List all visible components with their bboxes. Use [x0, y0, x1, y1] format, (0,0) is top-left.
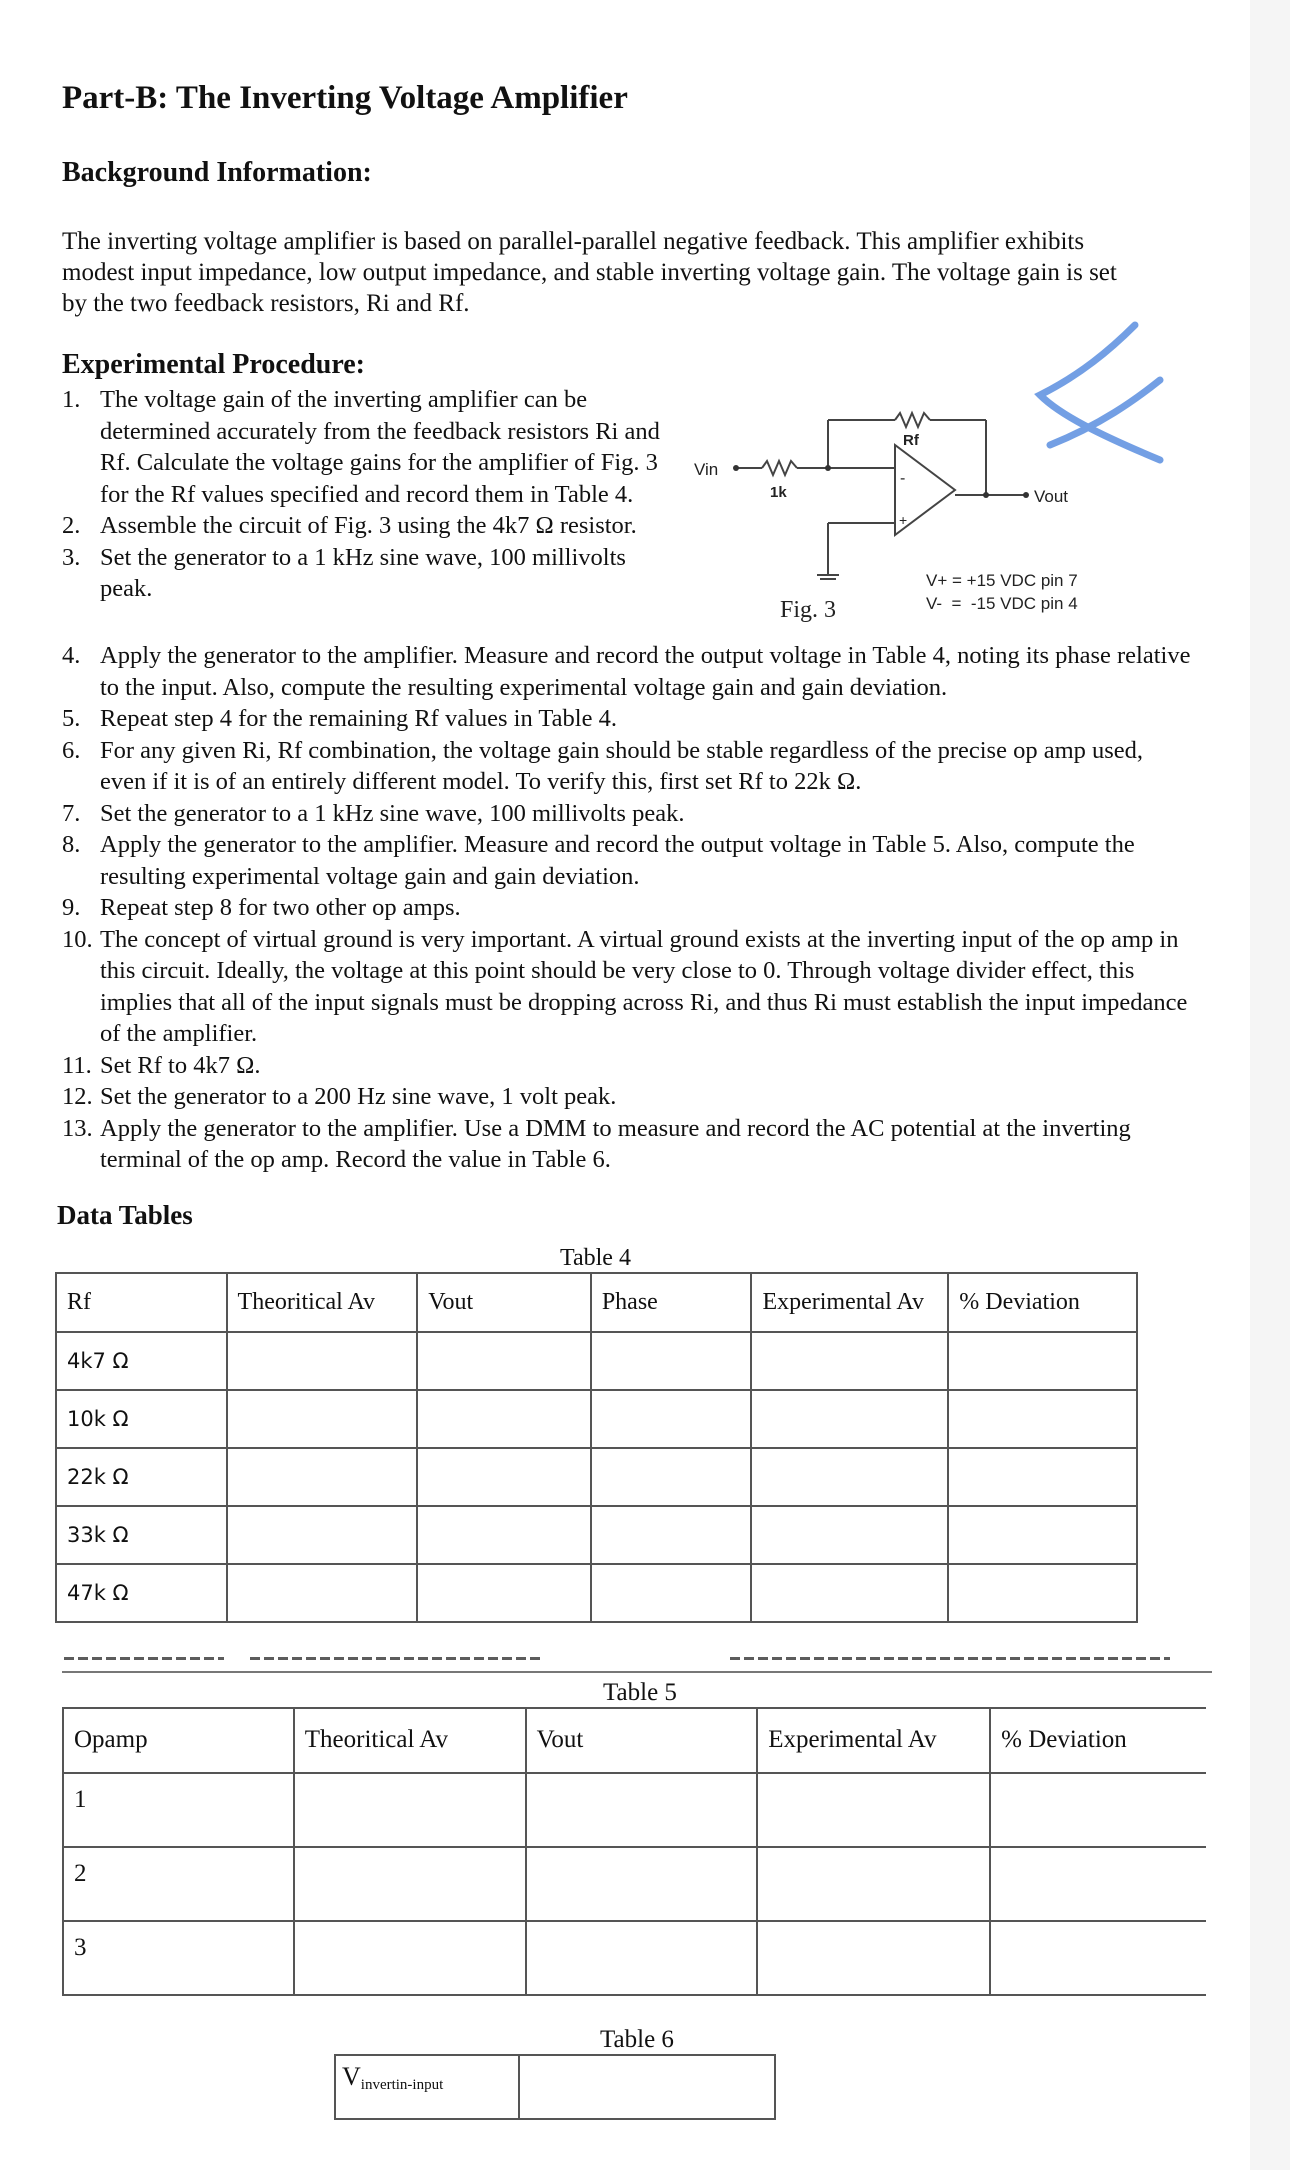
step-8: [62, 829, 1192, 892]
table4-caption: Table 4: [560, 1244, 631, 1271]
v-inverting-input-value-cell[interactable]: [519, 2055, 775, 2119]
supply-negative-label: V- = -15 VDC pin 4: [926, 594, 1078, 613]
header-phase: Phase: [591, 1273, 752, 1332]
step-text: The concept of virtual ground is very important. A virtual ground exists at the inverting input of the op amp in this circuit. Ideally, the voltage at this point should be very close to 0. Through voltage divider effect, this implies that all of the input signals must be dropping across Ri, and thus Ri must establish the input impedance of the amplifier.: [100, 925, 1188, 1047]
step-number: 3.: [62, 543, 81, 571]
step-3: [62, 542, 674, 605]
header-vout: Vout: [417, 1273, 591, 1332]
opamp-number: 1: [63, 1773, 294, 1847]
cell[interactable]: [751, 1332, 948, 1390]
step-12: [62, 1081, 1192, 1113]
step-number: 4.: [62, 642, 81, 669]
cell[interactable]: [757, 1921, 990, 1995]
label-subscript: invertin-input: [360, 2076, 444, 2093]
noninverting-input-label: +: [899, 512, 908, 528]
v-inverting-input-label: [335, 2055, 519, 2119]
cell[interactable]: [948, 1506, 1137, 1564]
header-rf: Rf: [56, 1273, 227, 1332]
cell[interactable]: [751, 1448, 948, 1506]
step-text: The voltage gain of the inverting amplifier can be determined accurately from the feedback resistors Ri and Rf. Calculate the voltage gains for the amplifier of Fig. 3 for the Rf values specified and record them in Table 4.: [100, 386, 660, 508]
figure-caption: Fig. 3: [780, 597, 837, 623]
step-number: 7.: [62, 799, 81, 827]
vout-terminal: [1023, 492, 1029, 498]
step-text: Set Rf to 4k7 Ω.: [100, 1051, 261, 1079]
step-number: 12.: [62, 1083, 93, 1110]
supply-positive-label: V+ = +15 VDC pin 7: [926, 571, 1078, 590]
step-number: 11.: [62, 1051, 92, 1079]
cell[interactable]: [227, 1506, 418, 1564]
cropped-text-strip: [0, 1657, 1250, 1677]
cell[interactable]: [417, 1390, 591, 1448]
step-text: Set the generator to a 1 kHz sine wave, 100 millivolts peak.: [100, 799, 685, 827]
table-row: [56, 1564, 1137, 1622]
step-number: 8.: [62, 831, 81, 858]
table-row: [56, 1448, 1137, 1506]
step-text: Apply the generator to the amplifier. Measure and record the output voltage in Table 4, noting its phase relative to the input. Also, compute the resulting experimental voltage gain and gain deviation.: [100, 642, 1191, 701]
header-theoretical-av: Theoritical Av: [294, 1708, 526, 1773]
rf-value: 47k Ω: [56, 1564, 227, 1622]
cell[interactable]: [751, 1506, 948, 1564]
vin-terminal: [733, 465, 739, 471]
opamp-number: 2: [63, 1847, 294, 1921]
step-9: [62, 892, 1192, 924]
cropped-text-fragment: [250, 1657, 540, 1660]
step-2: [62, 510, 674, 542]
step-text: Apply the generator to the amplifier. Use a DMM to measure and record the AC potential at the inverting terminal of the op amp. Record the value in Table 6.: [100, 1114, 1131, 1173]
cell[interactable]: [990, 1921, 1206, 1995]
cell[interactable]: [591, 1390, 752, 1448]
vin-label: Vin: [694, 460, 719, 479]
cell[interactable]: [948, 1332, 1137, 1390]
step-text: Set the generator to a 1 kHz sine wave, 100 millivolts peak.: [100, 543, 626, 602]
feedback-resistor: [895, 413, 930, 427]
cell[interactable]: [948, 1448, 1137, 1506]
step-number: 6.: [62, 736, 81, 764]
junction-node: [983, 492, 989, 498]
page-title: Part-B: The Inverting Voltage Amplifier: [62, 80, 628, 116]
step-text: Assemble the circuit of Fig. 3 using the 4k7 Ω resistor.: [100, 512, 637, 539]
table5-header-row: [63, 1708, 1206, 1773]
ri-label: 1k: [770, 484, 787, 501]
table-row: [63, 1773, 1206, 1847]
rf-label: Rf: [903, 432, 919, 449]
step-13: [62, 1113, 1192, 1176]
procedure-heading: Experimental Procedure:: [62, 349, 366, 380]
cropped-text-fragment: [730, 1657, 1170, 1660]
cell[interactable]: [526, 1773, 758, 1847]
table-row: [56, 1390, 1137, 1448]
step-text: Repeat step 4 for the remaining Rf values in Table 4.: [100, 705, 617, 732]
header-vout: Vout: [526, 1708, 758, 1773]
cell[interactable]: [526, 1921, 758, 1995]
cell[interactable]: [591, 1506, 752, 1564]
divider-line: [62, 1671, 1212, 1673]
table-row: [63, 1847, 1206, 1921]
cell[interactable]: [948, 1564, 1137, 1622]
cell[interactable]: [294, 1847, 526, 1921]
cell[interactable]: [526, 1847, 758, 1921]
inverting-amplifier-schematic: [680, 320, 1240, 640]
cell[interactable]: [591, 1332, 752, 1390]
cell[interactable]: [227, 1390, 418, 1448]
table4-header-row: [56, 1273, 1137, 1332]
cell[interactable]: [227, 1564, 418, 1622]
data-tables-heading: Data Tables: [57, 1199, 193, 1230]
procedure-and-tables: [0, 384, 1250, 2120]
procedure-with-figure: [62, 384, 1250, 640]
header-experimental-av: Experimental Av: [757, 1708, 990, 1773]
table5: [62, 1707, 1206, 1996]
step-number: 2.: [62, 512, 81, 539]
header-deviation: % Deviation: [990, 1708, 1206, 1773]
table-row: [63, 1921, 1206, 1995]
step-text: For any given Ri, Rf combination, the voltage gain should be stable regardless of the precise op amp used, even if it is of an entirely different model. To verify this, first set Rf to 22k Ω.: [100, 736, 1144, 795]
table6-caption: Table 6: [600, 2025, 674, 2053]
table5-caption: Table 5: [603, 1678, 677, 1706]
cell[interactable]: [227, 1332, 418, 1390]
step-1: [62, 384, 674, 510]
table-row: [56, 1506, 1137, 1564]
step-number: 13.: [62, 1114, 93, 1142]
cell[interactable]: [751, 1564, 948, 1622]
table4: [55, 1272, 1138, 1623]
step-text: Apply the generator to the amplifier. Measure and record the output voltage in Table 5. Also, compute the resulting experimental voltage gain and gain deviation.: [100, 831, 1135, 890]
opamp-number: 3: [63, 1921, 294, 1995]
step-number: 1.: [62, 386, 81, 413]
cell[interactable]: [757, 1773, 990, 1847]
header-theoretical-av: Theoritical Av: [227, 1273, 418, 1332]
header-opamp: Opamp: [63, 1708, 294, 1773]
input-resistor: [762, 461, 797, 475]
cell[interactable]: [417, 1332, 591, 1390]
label-main: V: [342, 2061, 361, 2091]
table-row: [56, 1332, 1137, 1390]
cell[interactable]: [417, 1506, 591, 1564]
table-row: [335, 2055, 775, 2119]
cell[interactable]: [591, 1564, 752, 1622]
procedure-steps-continued: [62, 640, 1192, 1176]
procedure-steps: [62, 384, 674, 605]
step-number: 9.: [62, 894, 81, 921]
step-11: [62, 1050, 1192, 1082]
step-number: 10.: [62, 925, 93, 953]
header-deviation: % Deviation: [948, 1273, 1137, 1332]
cell[interactable]: [990, 1773, 1206, 1847]
cell[interactable]: [417, 1564, 591, 1622]
cell[interactable]: [757, 1847, 990, 1921]
cell[interactable]: [948, 1390, 1137, 1448]
step-text: Repeat step 8 for two other op amps.: [100, 894, 461, 921]
cell[interactable]: [417, 1448, 591, 1506]
step-10: [62, 924, 1192, 1050]
cell[interactable]: [294, 1921, 526, 1995]
cell[interactable]: [990, 1847, 1206, 1921]
step-7: [62, 798, 1192, 830]
cell[interactable]: [591, 1448, 752, 1506]
cropped-text-fragment: [64, 1657, 224, 1660]
step-6: [62, 735, 1192, 798]
header-experimental-av: Experimental Av: [751, 1273, 948, 1332]
background-heading: Background Information:: [62, 157, 372, 188]
cell[interactable]: [751, 1390, 948, 1448]
rf-value: 10k Ω: [56, 1390, 227, 1448]
junction-node: [825, 465, 831, 471]
rf-value: 33k Ω: [56, 1506, 227, 1564]
step-4: [62, 640, 1192, 703]
cell[interactable]: [227, 1448, 418, 1506]
background-text: The inverting voltage amplifier is based on parallel-parallel negative feedback. This amplifier exhibits modest input impedance, low output impedance, and stable inverting voltage gain. The voltage gain is set by the two feedback resistors, Ri and Rf.: [62, 228, 1117, 317]
table6: [334, 2054, 776, 2120]
rf-value: 22k Ω: [56, 1448, 227, 1506]
step-5: [62, 703, 1192, 735]
inverting-input-label: -: [900, 470, 906, 487]
vout-label: Vout: [1034, 487, 1069, 506]
handwritten-scribble: [1040, 325, 1160, 460]
cell[interactable]: [294, 1773, 526, 1847]
step-text: Set the generator to a 200 Hz sine wave, 1 volt peak.: [100, 1083, 617, 1110]
rf-value: 4k7 Ω: [56, 1332, 227, 1390]
step-number: 5.: [62, 705, 81, 732]
